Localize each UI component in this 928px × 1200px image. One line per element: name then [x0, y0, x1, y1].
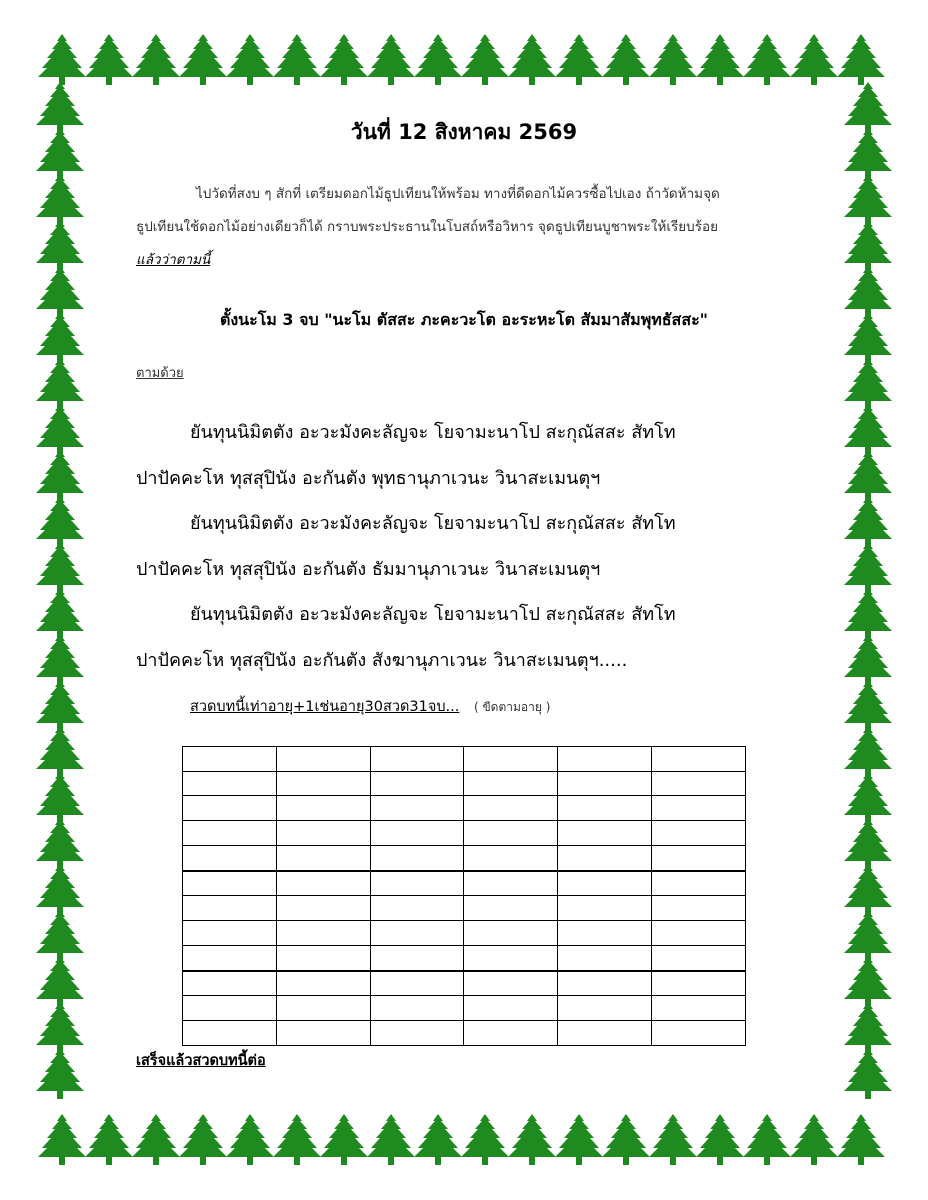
pine-tree-icon	[226, 34, 274, 85]
pine-tree-icon	[36, 772, 84, 823]
tally-cell	[652, 896, 746, 921]
pine-tree-icon	[414, 34, 462, 85]
tally-row	[183, 996, 746, 1021]
pine-tree-icon	[844, 818, 892, 869]
tally-cell	[276, 996, 370, 1021]
tally-cell	[276, 1021, 370, 1046]
intro-paragraph	[136, 178, 786, 277]
pine-tree-icon	[844, 680, 892, 731]
pine-tree-icon	[179, 34, 227, 85]
pine-tree-icon	[85, 1114, 133, 1165]
pine-tree-icon	[844, 864, 892, 915]
pine-tree-icon	[36, 956, 84, 1007]
tally-cell	[276, 971, 370, 996]
tally-cell	[183, 821, 277, 846]
tally-row	[183, 971, 746, 996]
chant-text	[136, 410, 776, 683]
tally-cell	[558, 945, 652, 970]
tally-cell	[652, 996, 746, 1021]
tally-cell	[652, 821, 746, 846]
pine-tree-icon	[844, 174, 892, 225]
tally-cell	[652, 771, 746, 796]
tally-cell	[370, 747, 464, 772]
tally-cell	[183, 771, 277, 796]
pine-tree-icon	[844, 220, 892, 271]
pine-tree-icon	[555, 34, 603, 85]
chant-line: ยันทุนนิมิตตัง อะวะมังคะลัญจะ โยจามะนาโป สะกุณัสสะ สัทโท	[190, 422, 676, 443]
tally-row	[183, 921, 746, 946]
pine-tree-icon	[696, 1114, 744, 1165]
tally-cell	[370, 996, 464, 1021]
tally-row	[183, 821, 746, 846]
pine-tree-icon	[36, 1048, 84, 1099]
pine-tree-icon	[36, 864, 84, 915]
tally-cell	[464, 771, 558, 796]
tally-row	[183, 747, 746, 772]
tally-cell	[370, 845, 464, 870]
pine-tree-icon	[844, 1048, 892, 1099]
tally-table	[182, 746, 746, 1046]
pine-tree-icon	[85, 34, 133, 85]
chant-line: ยันทุนนิมิตตัง อะวะมังคะลัญจะ โยจามะนาโป สะกุณัสสะ สัทโท	[190, 513, 676, 534]
pine-tree-icon	[36, 542, 84, 593]
tally-cell	[276, 921, 370, 946]
tally-row	[183, 1021, 746, 1046]
tally-cell	[183, 1021, 277, 1046]
tally-cell	[464, 821, 558, 846]
tally-cell	[558, 796, 652, 821]
tally-cell	[370, 871, 464, 896]
tally-cell	[558, 845, 652, 870]
ending-instruction: เสร็จแล้วสวดบทนี้ต่อ	[136, 1053, 266, 1069]
tally-cell	[558, 1021, 652, 1046]
tally-cell	[558, 996, 652, 1021]
pine-tree-icon	[844, 450, 892, 501]
tally-cell	[183, 896, 277, 921]
tally-row	[183, 945, 746, 970]
intro-line	[136, 178, 786, 211]
pine-tree-icon	[461, 1114, 509, 1165]
pine-tree-icon	[844, 588, 892, 639]
pine-tree-icon	[837, 34, 885, 85]
tally-row	[183, 871, 746, 896]
pine-tree-icon	[36, 358, 84, 409]
pine-tree-icon	[844, 404, 892, 455]
tally-cell	[183, 971, 277, 996]
pine-tree-icon	[38, 34, 86, 85]
tally-cell	[464, 871, 558, 896]
pine-tree-icon	[743, 1114, 791, 1165]
pine-tree-icon	[36, 404, 84, 455]
chant-line: ปาปัคคะโห ทุสสุปินัง อะกันตัง ธัมมานุภาเวนะ วินาสะเมนตุฯ	[136, 558, 601, 580]
pine-tree-icon	[36, 174, 84, 225]
pine-tree-icon	[696, 34, 744, 85]
pine-tree-icon	[273, 34, 321, 85]
tally-cell	[370, 1021, 464, 1046]
pine-tree-icon	[36, 588, 84, 639]
pine-tree-icon	[36, 910, 84, 961]
tally-cell	[276, 945, 370, 970]
pine-tree-icon	[36, 634, 84, 685]
pine-tree-icon	[36, 818, 84, 869]
pine-tree-icon	[555, 1114, 603, 1165]
pine-tree-icon	[743, 34, 791, 85]
tally-cell	[652, 845, 746, 870]
pine-tree-icon	[844, 358, 892, 409]
tally-cell	[183, 796, 277, 821]
tally-cell	[558, 747, 652, 772]
pine-tree-icon	[844, 496, 892, 547]
pine-tree-icon	[649, 1114, 697, 1165]
tally-cell	[652, 921, 746, 946]
pine-tree-icon	[226, 1114, 274, 1165]
tally-cell	[370, 796, 464, 821]
count-hint: ( ขีดตามอายุ )	[473, 700, 551, 714]
pine-tree-icon	[38, 1114, 86, 1165]
tally-cell	[464, 747, 558, 772]
tally-cell	[558, 971, 652, 996]
tally-cell	[370, 945, 464, 970]
pine-tree-icon	[790, 1114, 838, 1165]
pine-tree-icon	[602, 1114, 650, 1165]
tally-cell	[464, 971, 558, 996]
tally-row	[183, 771, 746, 796]
follow-label: ตามด้วย	[136, 366, 184, 381]
tally-row	[183, 796, 746, 821]
pine-tree-icon	[179, 1114, 227, 1165]
pine-tree-icon	[273, 1114, 321, 1165]
date-title: วันที่ 12 สิงหาคม 2569	[350, 120, 578, 144]
pine-tree-icon	[837, 1114, 885, 1165]
tally-cell	[464, 896, 558, 921]
pine-tree-icon	[36, 1002, 84, 1053]
tally-cell	[652, 747, 746, 772]
tally-cell	[652, 945, 746, 970]
tally-cell	[464, 796, 558, 821]
tally-cell	[276, 896, 370, 921]
tally-cell	[183, 996, 277, 1021]
tally-cell	[558, 871, 652, 896]
tally-cell	[370, 821, 464, 846]
pine-tree-icon	[320, 1114, 368, 1165]
pine-tree-icon	[844, 910, 892, 961]
pine-tree-icon	[844, 542, 892, 593]
tally-cell	[652, 871, 746, 896]
intro-line	[136, 211, 786, 244]
pine-tree-icon	[36, 450, 84, 501]
chant-line: ปาปัคคะโห ทุสสุปินัง อะกันตัง สังฆานุภาเวนะ วินาสะเมนตุฯ.....	[136, 649, 628, 671]
pine-tree-icon	[790, 34, 838, 85]
tally-cell	[276, 796, 370, 821]
pine-tree-icon	[649, 34, 697, 85]
tally-cell	[276, 771, 370, 796]
pine-tree-icon	[602, 34, 650, 85]
tally-cell	[370, 771, 464, 796]
tally-cell	[183, 871, 277, 896]
tally-cell	[464, 845, 558, 870]
tally-row	[183, 845, 746, 870]
pine-tree-icon	[844, 956, 892, 1007]
count-instruction	[190, 696, 550, 718]
pine-tree-icon	[36, 496, 84, 547]
pine-tree-icon	[320, 34, 368, 85]
tally-cell	[464, 1021, 558, 1046]
tally-row	[183, 896, 746, 921]
tally-cell	[370, 921, 464, 946]
intro-text: ธูปเทียนใช้ดอกไม้อย่างเดียวก็ได้ กราบพระประธานในโบสถ์หรือวิหาร จุดธูปเทียนบูชาพระให้เรียบร้อย	[136, 219, 719, 235]
pine-tree-icon	[844, 772, 892, 823]
tally-cell	[652, 1021, 746, 1046]
pine-tree-icon	[844, 634, 892, 685]
pine-tree-icon	[844, 726, 892, 777]
pine-tree-icon	[844, 1002, 892, 1053]
intro-line	[136, 244, 786, 277]
tally-cell	[370, 896, 464, 921]
chant-line: ปาปัคคะโห ทุสสุปินัง อะกันตัง พุทธานุภาเวนะ วินาสะเมนตุฯ	[136, 467, 601, 489]
pine-tree-icon	[36, 680, 84, 731]
pine-tree-icon	[367, 34, 415, 85]
tally-cell	[183, 747, 277, 772]
count-instruction-text: สวดบทนี้เท่าอายุ+1เช่นอายุ30สวด31จบ...	[190, 699, 460, 715]
chant-line: ยันทุนนิมิตตัง อะวะมังคะลัญจะ โยจามะนาโป สะกุณัสสะ สัทโท	[190, 604, 676, 625]
tally-cell	[558, 921, 652, 946]
tally-cell	[276, 821, 370, 846]
tally-cell	[183, 845, 277, 870]
tally-cell	[558, 771, 652, 796]
tally-cell	[370, 971, 464, 996]
tally-cell	[276, 747, 370, 772]
intro-text: ไปวัดที่สงบ ๆ สักที่ เตรียมดอกไม้ธูปเทียนให้พร้อม ทางที่ดีดอกไม้ควรซื้อไปเอง ถ้าวัดห้ามจุด	[196, 186, 720, 202]
pine-tree-icon	[461, 34, 509, 85]
tally-cell	[276, 845, 370, 870]
tally-cell	[558, 821, 652, 846]
then-recite-label: แล้วว่าตามนี้	[136, 252, 211, 268]
pine-tree-icon	[367, 1114, 415, 1165]
tally-cell	[652, 796, 746, 821]
tally-cell	[183, 945, 277, 970]
tally-cell	[464, 996, 558, 1021]
tally-cell	[652, 971, 746, 996]
tally-cell	[558, 896, 652, 921]
namo-instruction: ตั้งนะโม 3 จบ "นะโม ตัสสะ ภะคะวะโต อะระหะโต สัมมาสัมพุทธัสสะ"	[219, 310, 709, 329]
pine-tree-icon	[132, 1114, 180, 1165]
tally-cell	[183, 921, 277, 946]
tally-cell	[464, 945, 558, 970]
pine-tree-icon	[508, 34, 556, 85]
pine-tree-icon	[508, 1114, 556, 1165]
pine-tree-icon	[414, 1114, 462, 1165]
tally-cell	[464, 921, 558, 946]
pine-tree-icon	[132, 34, 180, 85]
tally-cell	[276, 871, 370, 896]
pine-tree-icon	[36, 220, 84, 271]
pine-tree-icon	[36, 726, 84, 777]
